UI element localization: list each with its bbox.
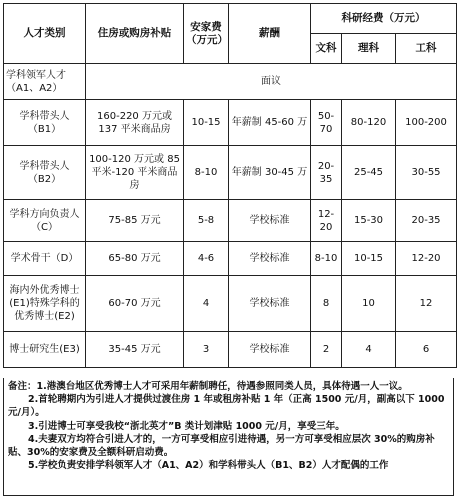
salary-cell: 学校标准: [229, 332, 311, 368]
engineering-cell: 100-200: [396, 100, 457, 146]
housing-cell: 160-220 万元或 137 平米商品房: [86, 100, 184, 146]
category-cell: 学科带头人（B2）: [4, 146, 86, 200]
note-4: 4.夫妻双方均符合引进人才的，一方可享受相应引进待遇，另一方可享受相应层次 30%的购房补贴、30%的安家费及全额科研启动费。: [8, 433, 435, 459]
salary-cell: 学校标准: [229, 276, 311, 332]
science-cell: 10: [342, 276, 396, 332]
header-settle: 安家费（万元）: [184, 4, 229, 64]
table-row: [4, 200, 457, 242]
header-housing: 住房或购房补贴: [86, 4, 184, 64]
engineering-cell: 6: [396, 332, 457, 368]
salary-cell: 年薪制 45-60 万: [229, 100, 311, 146]
header-arts: 文科: [311, 34, 342, 64]
header-category: 人才类别: [4, 4, 86, 64]
category-cell: 学科方向负责人（C）: [4, 200, 86, 242]
engineering-cell: 12-20: [396, 242, 457, 276]
arts-cell: 8-10: [311, 242, 342, 276]
engineering-cell: 20-35: [396, 200, 457, 242]
arts-cell: 12-20: [311, 200, 342, 242]
arts-cell: 8: [311, 276, 342, 332]
category-cell: 海内外优秀博士(E1)特殊学科的优秀博士(E2): [4, 276, 86, 332]
category-cell: 学科带头人（B1）: [4, 100, 86, 146]
settle-cell: 10-15: [184, 100, 229, 146]
housing-cell: 35-45 万元: [86, 332, 184, 368]
housing-cell: 65-80 万元: [86, 242, 184, 276]
note-2: 2.首轮聘期内为引进人才提供过渡住房 1 年或租房补贴 1 年（正高 1500 元/月，副高以下 1000 元/月）。: [8, 394, 445, 419]
settle-cell: 3: [184, 332, 229, 368]
science-cell: 15-30: [342, 200, 396, 242]
housing-cell: 60-70 万元: [86, 276, 184, 332]
settle-cell: 5-8: [184, 200, 229, 242]
table-row: [4, 276, 457, 332]
category-cell: 学科领军人才（A1、A2）: [4, 64, 86, 100]
table-row: [4, 242, 457, 276]
talent-table: [3, 3, 457, 368]
header-row: [4, 4, 457, 34]
table-row: [4, 332, 457, 368]
header-salary: 薪酬: [229, 4, 311, 64]
note-5: 5.学校负责安排学科领军人才（A1、A2）和学科带头人（B1、B2）人才配偶的工作: [28, 460, 389, 472]
table-row: [4, 146, 457, 200]
science-cell: 80-120: [342, 100, 396, 146]
header-science: 理科: [342, 34, 396, 64]
salary-cell: 学校标准: [229, 200, 311, 242]
note-1: 备注：1.港澳台地区优秀博士人才可采用年薪制聘任，待遇参照同类人员，具体待遇一人一议。: [8, 381, 408, 392]
science-cell: 25-45: [342, 146, 396, 200]
arts-cell: 50-70: [311, 100, 342, 146]
housing-cell: 75-85 万元: [86, 200, 184, 242]
salary-cell: 学校标准: [229, 242, 311, 276]
negotiable-cell: 面议: [86, 64, 457, 100]
category-cell: 学术骨干（D）: [4, 242, 86, 276]
header-engineering: 工科: [396, 34, 457, 64]
settle-cell: 4: [184, 276, 229, 332]
science-cell: 4: [342, 332, 396, 368]
table-row: [4, 64, 457, 100]
note-3: 3.引进博士可享受我校“浙北英才”B 类计划津贴 1000 元/月，享受三年。: [28, 420, 345, 432]
settle-cell: 8-10: [184, 146, 229, 200]
science-cell: 10-15: [342, 242, 396, 276]
table-row: [4, 100, 457, 146]
header-research: 科研经费（万元）: [311, 4, 457, 34]
settle-cell: 4-6: [184, 242, 229, 276]
salary-cell: 年薪制 30-45 万: [229, 146, 311, 200]
engineering-cell: 12: [396, 276, 457, 332]
arts-cell: 2: [311, 332, 342, 368]
housing-cell: 100-120 万元或 85 平米-120 平米商品房: [86, 146, 184, 200]
notes-section: [3, 378, 454, 496]
arts-cell: 20-35: [311, 146, 342, 200]
category-cell: 博士研究生(E3): [4, 332, 86, 368]
engineering-cell: 30-55: [396, 146, 457, 200]
